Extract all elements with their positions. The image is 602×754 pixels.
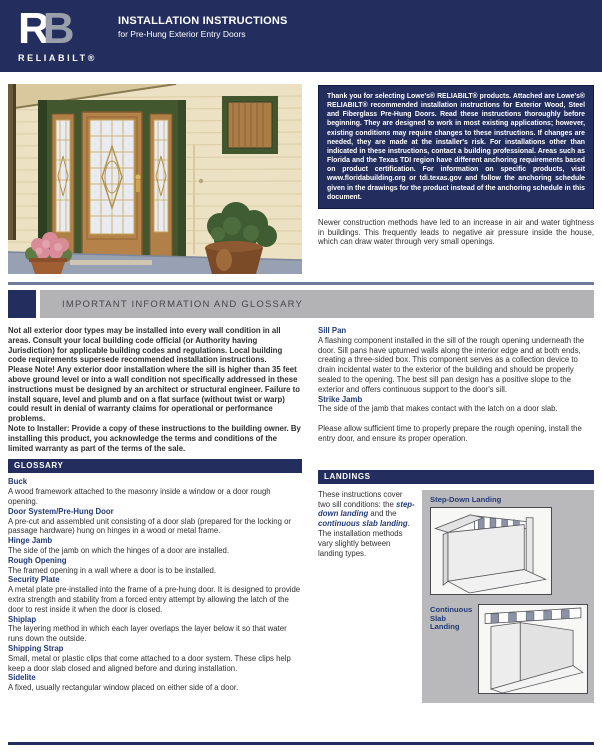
paragraph-please-note: Please Note! Any exterior door installation where the sill is higher than 35 feet above ground level or into a wall condition not specifically addressed in these instructions must be designed by an architect or structural engineer. Failure to install square, level and plumb and on a flat surface (without twist or warp) could result in denial of warranty claims for operational or performance problems. bbox=[8, 365, 301, 424]
rb-logo-icon: RB bbox=[18, 4, 68, 53]
continuous-slab-row bbox=[430, 604, 588, 694]
glossary-term: Security Plate bbox=[8, 575, 60, 585]
welcome-notice-box: Thank you for selecting Lowe's® RELIABILT® products. Attached are Lowe's® RELIABILT® recommended installation instructions for Exterior Wood, Steel and Fiberglass Pre-Hung Doors. Read these instructions thoroughly before beginning. They are designed to work in most existing applications; however, existing conditions may require changes to these instructions. If changes are needed, they are made at the installer's risk. For installations other than indicated in these instructions, contact a building professional. Areas such as Florida and the Texas TDI region have different anchoring requirements based on product certification. For information on specific products, visit www.floridabuilding.org or tdi.texas.gov and follow the anchoring schedule given in the drawings for the product instead of the anchoring schedule in this document. bbox=[318, 85, 594, 209]
header-title-block bbox=[118, 15, 288, 39]
glossary-term: Shiplap bbox=[8, 614, 37, 624]
landings-bar: LANDINGS bbox=[318, 470, 594, 484]
glossary-term: Shipping Strap bbox=[8, 643, 64, 653]
paragraph-note-to-installer: Note to Installer: Provide a copy of these instructions to the building owner. By installing this product, you acknowledge the terms and conditions of the limited warranty as part of the terms of the sale. bbox=[8, 423, 301, 453]
glossary-term: Strike Jamb bbox=[318, 394, 363, 404]
important-information-text bbox=[8, 326, 302, 453]
continuous-slab-landing-diagram bbox=[478, 604, 588, 694]
glossary-term: Door System/Pre-Hung Door bbox=[8, 506, 114, 516]
continuous-slab-landing-label: Continuous Slab Landing bbox=[430, 605, 473, 632]
brand-name: RELIABILT® bbox=[18, 53, 97, 63]
document-title: INSTALLATION INSTRUCTIONS bbox=[118, 15, 288, 27]
footer-rule bbox=[8, 742, 594, 745]
right-column bbox=[318, 326, 594, 703]
landings-section bbox=[318, 490, 594, 703]
glossary-term: Sill Pan bbox=[318, 326, 347, 335]
entry-door-photo-art bbox=[8, 84, 302, 274]
glossary-term: Sidelite bbox=[8, 673, 36, 683]
glossary-definition: The layering method in which each layer overlaps the layer below it so that water runs down the outside. bbox=[8, 624, 287, 644]
landings-diagram-panel bbox=[422, 490, 594, 703]
glossary-definition: The side of the jamb on which the hinges of a door are installed. bbox=[8, 545, 230, 555]
construction-note: Newer construction methods have led to an increase in air and water tightness in buildings. This frequently leads to negative air pressure inside the house, which can draw water through very small openings. bbox=[318, 217, 594, 247]
glossary-definition: A flashing component installed in the sill of the rough opening underneath the door. Sill pans have upturned walls along the interior edge and at both ends, creating a three-sided box. This component serves as a collection device to drain incidental water to the exterior of the building and should be properly sealed to the opening. The best sill pan design has a positive slope to the exterior and offers continuous support to the door's sill. bbox=[318, 335, 585, 394]
glossary-definition: A pre-cut and assembled unit consisting of a door slab (prepared for the locking or passage hardware) hung on hinges in a wood or metal frame. bbox=[8, 516, 292, 536]
paragraph-codes: Not all exterior door types may be installed into every wall condition in all areas. Consult your local building code official (or Authority having Jurisdiction) for applicable building codes and regulations. Local building code requirements supersede recommended installation instructions. bbox=[8, 326, 283, 365]
section-title: IMPORTANT INFORMATION AND GLOSSARY bbox=[62, 298, 304, 310]
glossary-definition: A metal plate pre-installed into the frame of a pre-hung door. It is designed to provide extra strength and stability from a forced entry attempt by allowing the latch of the door to rest inside it when the door is closed. bbox=[8, 585, 301, 614]
section-accent-square bbox=[8, 290, 36, 318]
glossary-definition: The side of the jamb that makes contact with the latch on a door slab. bbox=[318, 404, 558, 414]
glossary-term: Hinge Jamb bbox=[8, 536, 53, 546]
glossary-definition: The framed opening in a wall where a door is to be installed. bbox=[8, 565, 217, 575]
glossary-bar: GLOSSARY bbox=[8, 459, 302, 473]
glossary-term: Rough Opening bbox=[8, 555, 67, 565]
step-down-landing-diagram bbox=[430, 507, 552, 595]
section-divider bbox=[8, 282, 594, 285]
allow-time-note: Please allow sufficient time to properly prepare the rough opening, install the entry door, and ensure its proper operation. bbox=[318, 424, 582, 443]
entry-door-photo bbox=[8, 84, 302, 274]
glossary-definition: A wood framework attached to the masonry inside a window or a door rough opening. bbox=[8, 487, 271, 506]
landings-intro-text: These instructions cover two sill conditions: the step-down landing and the continuous slab landing. The installation methods vary slightly between landing types. bbox=[318, 489, 415, 558]
glossary-definition: A fixed, usually rectangular window placed on either side of a door. bbox=[8, 683, 239, 693]
document-subtitle: for Pre-Hung Exterior Entry Doors bbox=[118, 29, 246, 39]
section-header-bar bbox=[40, 290, 594, 318]
step-down-landing-label: Step-Down Landing bbox=[430, 494, 502, 504]
left-column bbox=[8, 326, 302, 693]
glossary-definition: Small, metal or plastic clips that come attached to a door system. These clips help keep a door slab closed and aligned before and during installation. bbox=[8, 653, 291, 673]
glossary-term: Buck bbox=[8, 477, 28, 487]
intro-column bbox=[318, 85, 594, 247]
reliabilt-logo bbox=[18, 6, 114, 63]
page-header bbox=[0, 0, 602, 72]
glossary-list bbox=[8, 477, 302, 693]
